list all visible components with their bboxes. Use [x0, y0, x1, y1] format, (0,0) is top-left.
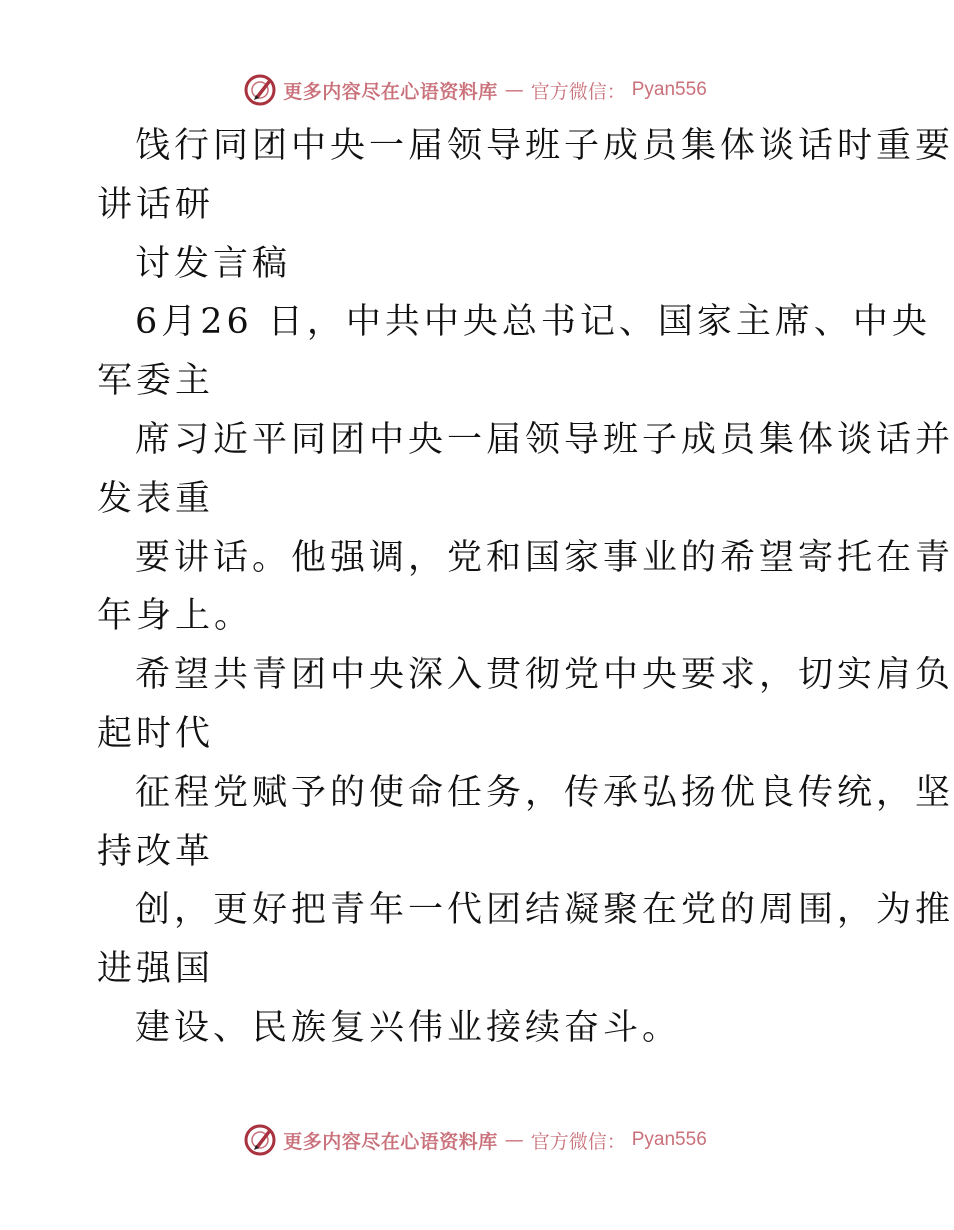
footer-banner	[0, 1120, 950, 1160]
banner-dash: —	[504, 79, 524, 101]
document-line: 6月26 日，中共中央总书记、国家主席、中央	[135, 302, 931, 343]
document-line: 希望共青团中央深入贯彻党中央要求，切实肩负	[135, 655, 954, 696]
banner-main-text: 更多内容尽在心语资料库	[283, 1130, 498, 1153]
document-body	[97, 117, 954, 1058]
banner-wechat-label: 官方微信：	[530, 1130, 626, 1153]
document-line: 创，更好把青年一代团结凝聚在党的周围，为推	[135, 890, 954, 931]
header-banner	[0, 70, 950, 110]
document-line: 军委主	[97, 361, 215, 402]
document-line: 持改革	[97, 831, 215, 872]
document-line: 进强国	[97, 949, 215, 990]
feather-pen-logo-icon	[243, 1123, 277, 1157]
document-line: 建设、民族复兴伟业接续奋斗。	[135, 1007, 682, 1048]
document-line: 年身上。	[97, 596, 254, 637]
banner-dash: —	[504, 1129, 524, 1151]
document-line: 饯行同团中央一届领导班子成员集体谈话时重要	[135, 126, 954, 166]
banner-wechat-id: Pyan556	[631, 79, 707, 100]
document-line: 发表重	[97, 478, 215, 519]
document-line: 起时代	[97, 713, 215, 754]
feather-pen-logo-icon	[243, 73, 277, 107]
document-line: 席习近平同团中央一届领导班子成员集体谈话并	[135, 419, 954, 460]
document-line: 征程党赋予的使命任务，传承弘扬优良传统，坚	[135, 772, 954, 813]
document-line: 讨发言稿	[135, 243, 292, 284]
banner-main-text: 更多内容尽在心语资料库	[283, 80, 498, 103]
document-line: 要讲话。他强调，党和国家事业的希望寄托在青	[135, 537, 954, 578]
document-line: 讲话研	[97, 184, 215, 225]
banner-wechat-label: 官方微信：	[530, 80, 626, 103]
banner-wechat-id: Pyan556	[631, 1129, 707, 1150]
